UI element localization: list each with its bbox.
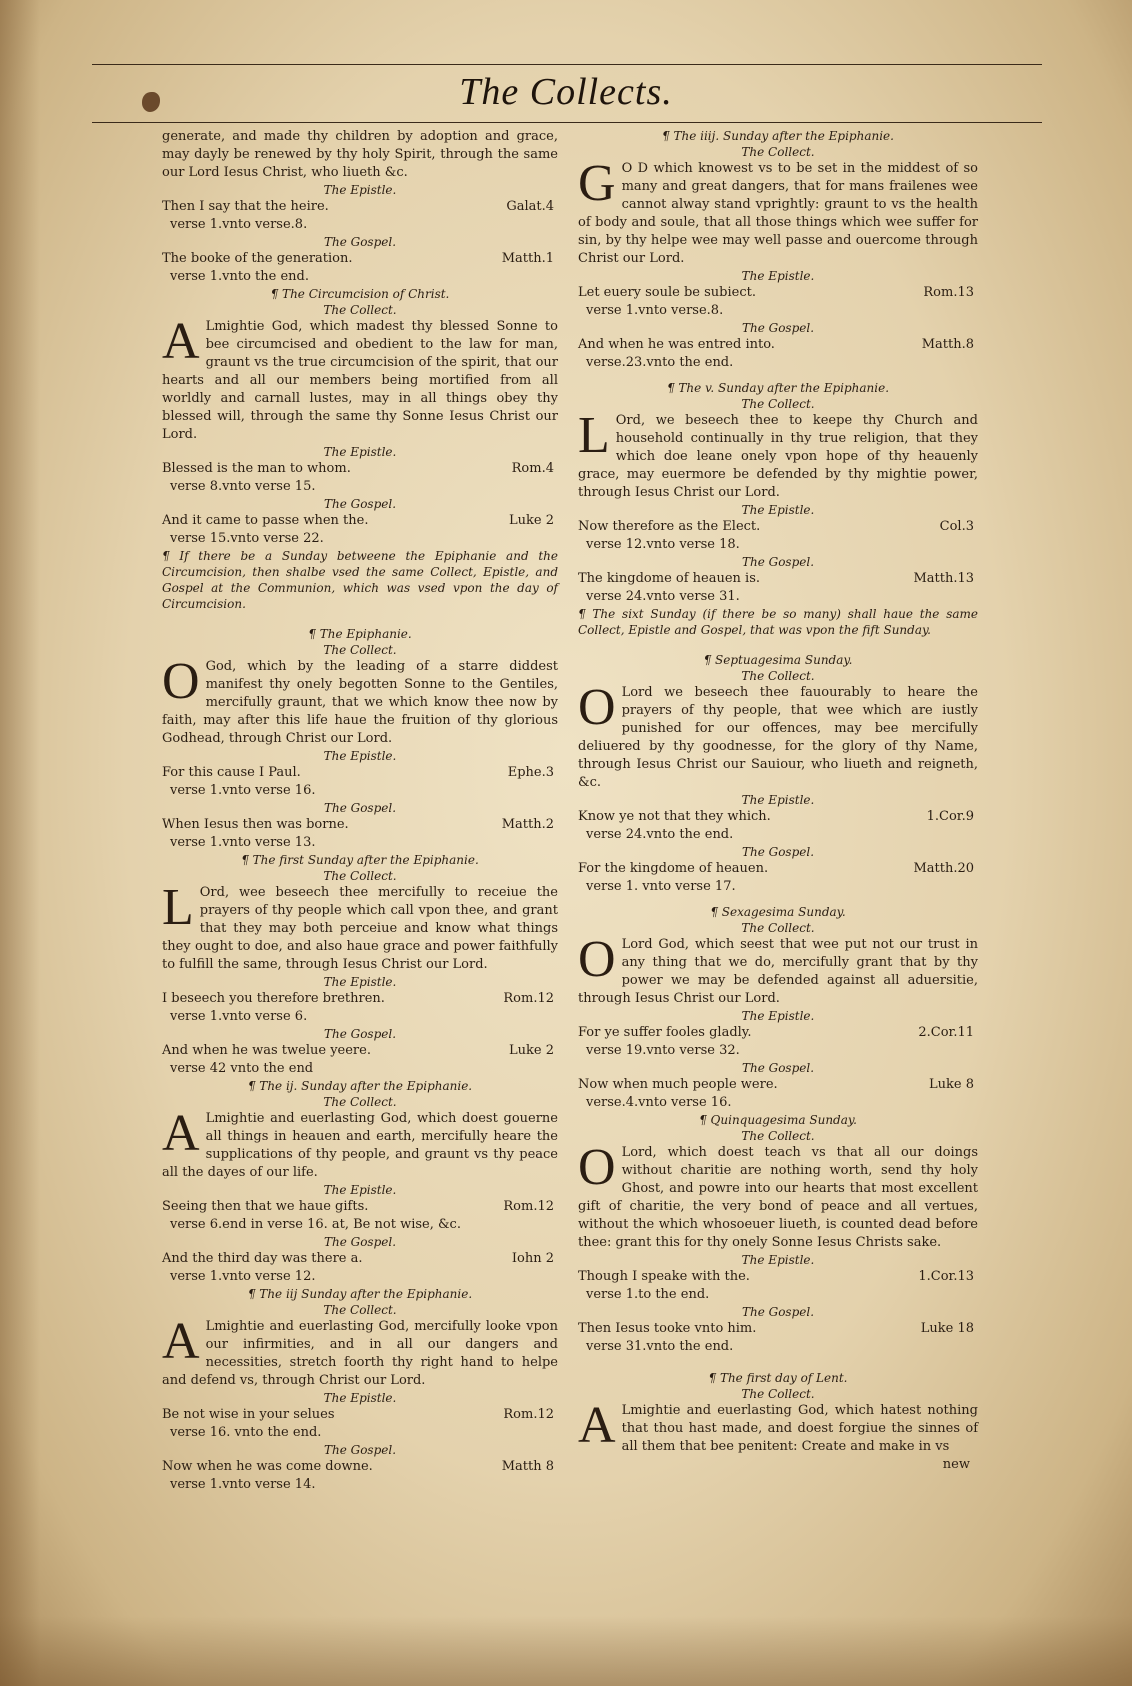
epistle-line: Know ye not that they which. 1.Cor.9 bbox=[578, 809, 974, 824]
epistle-verse: verse 1.vnto verse.8. bbox=[170, 217, 308, 232]
collect-heading: The Collect. bbox=[323, 303, 397, 317]
section-heading-quinquagesima: ¶ Quinquagesima Sunday. bbox=[699, 1113, 857, 1127]
collect-epiphanie: O God, which by the leading of a starre diddest manifest thy onely begotten Sonne to the Gentiles, mercifully graunt, that we which know thee now by faith, may after this life haue the fruition of thy glorious Godhead, through Christ our Lord. bbox=[162, 653, 558, 746]
drop-cap: O bbox=[578, 679, 616, 736]
epistle-line: Now therefore as the Elect. Col.3 bbox=[578, 519, 974, 534]
gospel-line: Now when he was come downe. Matth 8 bbox=[162, 1459, 554, 1474]
epistle-heading: The Epistle. bbox=[323, 749, 397, 763]
drop-cap: A bbox=[162, 1105, 200, 1162]
running-head: The Collects. bbox=[459, 71, 673, 113]
epistle-heading: The Epistle. bbox=[323, 183, 397, 197]
section-heading-first-sunday: ¶ The first Sunday after the Epiphanie. bbox=[241, 853, 479, 867]
drop-cap: G bbox=[578, 155, 616, 212]
collect-fourth-sunday: G O D which knowest vs to be set in the middest of so many and great dangers, that for mans frailenes wee cannot alway stand vprightly: graunt to vs the health of body and soule, that all those things which wee suffer for sin, by thy helpe wee may well passe and ouercome through Christ our Lord. bbox=[578, 155, 978, 266]
collect-heading: The Collect. bbox=[741, 669, 815, 683]
section-heading-epiphanie: ¶ The Epiphanie. bbox=[308, 627, 412, 641]
gospel-verse: verse 1.vnto verse 14. bbox=[170, 1477, 316, 1492]
gospel-heading: The Gospel. bbox=[323, 1235, 397, 1249]
section-heading-sexagesima: ¶ Sexagesima Sunday. bbox=[710, 905, 846, 919]
epistle-line: Blessed is the man to whom. Rom.4 bbox=[162, 461, 554, 476]
drop-cap: O bbox=[578, 1139, 616, 1196]
gospel-verse: verse 1.vnto the end. bbox=[170, 269, 309, 284]
right-column bbox=[578, 128, 978, 1474]
epistle-heading: The Epistle. bbox=[741, 793, 815, 807]
gospel-line: Now when much people were. Luke 8 bbox=[578, 1077, 974, 1092]
epistle-heading: The Epistle. bbox=[741, 503, 815, 517]
gospel-heading: The Gospel. bbox=[741, 845, 815, 859]
gospel-heading: The Gospel. bbox=[323, 1443, 397, 1457]
drop-cap: O bbox=[578, 931, 616, 988]
rubric-note: ¶ If there be a Sunday betweene the Epiphanie and the Circumcision, then shalbe vsed the same Collect, Epistle, and Gospel at the Communion, which was vsed vpon the day of Circumcision. bbox=[162, 549, 558, 611]
epistle-verse: verse 1.vnto verse 6. bbox=[170, 1009, 308, 1024]
section-heading-fifth-sunday: ¶ The v. Sunday after the Epiphanie. bbox=[666, 381, 890, 395]
collect-heading: The Collect. bbox=[741, 397, 815, 411]
collect-first-day-of-lent: A Lmightie and euerlasting God, which hatest nothing that thou hast made, and doest forgiue the sinnes of all them that bee penitent: Create and make in vs bbox=[578, 1397, 978, 1454]
section-heading-fourth-sunday: ¶ The iiij. Sunday after the Epiphanie. bbox=[662, 129, 894, 143]
collect-sexagesima: O Lord God, which seest that wee put not our trust in any thing that we do, mercifully grant that by thy power we may be defended against all aduersitie, through Iesus Christ our Lord. bbox=[578, 931, 978, 1006]
gospel-line: For the kingdome of heauen. Matth.20 bbox=[578, 861, 974, 876]
gospel-heading: The Gospel. bbox=[741, 555, 815, 569]
epistle-heading: The Epistle. bbox=[323, 1391, 397, 1405]
drop-cap: A bbox=[162, 1313, 200, 1370]
epistle-heading: The Epistle. bbox=[323, 445, 397, 459]
page-edge-shadow-left bbox=[0, 0, 40, 1686]
collect-heading: The Collect. bbox=[323, 869, 397, 883]
epistle-verse: verse 19.vnto verse 32. bbox=[586, 1043, 740, 1058]
gospel-verse: verse 31.vnto the end. bbox=[586, 1339, 734, 1354]
gospel-line: The kingdome of heauen is. Matth.13 bbox=[578, 571, 974, 586]
drop-cap: L bbox=[162, 879, 194, 936]
collect-first-sunday: L Ord, wee beseech thee mercifully to receiue the prayers of thy people which call vpon thee, and grant that they may both perceiue and know what things they ought to doe, and also haue grace and power faithfully to fulfill the same, through Iesus Christ our Lord. bbox=[162, 879, 558, 972]
gospel-verse: verse 24.vnto verse 31. bbox=[586, 589, 740, 604]
left-column bbox=[162, 128, 558, 1494]
rubric-note: ¶ The sixt Sunday (if there be so many) shall haue the same Collect, Epistle and Gospel, that was vpon the fift Sunday. bbox=[578, 607, 978, 637]
collect-second-sunday: A Lmightie and euerlasting God, which doest gouerne all things in heauen and earth, mercifully heare the supplications of thy people, and graunt vs thy peace all the dayes of our life. bbox=[162, 1105, 558, 1180]
epistle-verse: verse 1.vnto verse 16. bbox=[170, 783, 316, 798]
epistle-line: I beseech you therefore brethren. Rom.12 bbox=[162, 991, 554, 1006]
gospel-verse: verse 15.vnto verse 22. bbox=[170, 531, 324, 546]
epistle-line: Let euery soule be subiect. Rom.13 bbox=[578, 285, 974, 300]
epistle-line: Seeing then that we haue gifts. Rom.12 bbox=[162, 1199, 554, 1214]
epistle-verse: verse 1.vnto verse.8. bbox=[586, 303, 724, 318]
gospel-line: And it came to passe when the. Luke 2 bbox=[162, 513, 554, 528]
gospel-line: And when he was twelue yeere. Luke 2 bbox=[162, 1043, 554, 1058]
drop-cap: A bbox=[162, 313, 200, 370]
gospel-heading: The Gospel. bbox=[741, 1061, 815, 1075]
epistle-line: For ye suffer fooles gladly. 2.Cor.11 bbox=[578, 1025, 974, 1040]
epistle-verse: verse 12.vnto verse 18. bbox=[586, 537, 740, 552]
gospel-line: The booke of the generation. Matth.1 bbox=[162, 251, 554, 266]
drop-cap: A bbox=[578, 1397, 616, 1454]
epistle-verse: verse 24.vnto the end. bbox=[586, 827, 734, 842]
gospel-line: And the third day was there a. Iohn 2 bbox=[162, 1251, 554, 1266]
header-rule-bottom bbox=[92, 122, 1042, 123]
epistle-heading: The Epistle. bbox=[741, 1009, 815, 1023]
gospel-heading: The Gospel. bbox=[323, 497, 397, 511]
gospel-verse: verse.23.vnto the end. bbox=[586, 355, 734, 370]
gospel-heading: The Gospel. bbox=[323, 235, 397, 249]
collect-fifth-sunday: L Ord, we beseech thee to keepe thy Church and household continually in thy true religion, that they which doe leane onely vpon hope of thy heauenly grace, may euermore be defended by thy mightie power, through Iesus Christ our Lord. bbox=[578, 407, 978, 500]
epistle-heading: The Epistle. bbox=[323, 1183, 397, 1197]
collect-circumcision: A Lmightie God, which madest thy blessed Sonne to bee circumcised and obedient to the law for man, graunt vs the true circumcision of the spirit, that our hearts and all our members being mortified from all worldly and carnall lustes, may in all things obey thy blessed will, through the same thy Sonne Iesus Christ our Lord. bbox=[162, 313, 558, 442]
drop-cap: L bbox=[578, 407, 610, 464]
collect-heading: The Collect. bbox=[741, 1387, 815, 1401]
drop-cap: O bbox=[162, 653, 200, 710]
epistle-heading: The Epistle. bbox=[741, 269, 815, 283]
collect-heading: The Collect. bbox=[741, 1129, 815, 1143]
epistle-verse: verse 8.vnto verse 15. bbox=[170, 479, 316, 494]
section-heading-first-day-of-lent: ¶ The first day of Lent. bbox=[708, 1371, 848, 1385]
epistle-line: For this cause I Paul. Ephe.3 bbox=[162, 765, 554, 780]
gospel-verse: verse 1.vnto verse 13. bbox=[170, 835, 316, 850]
epistle-heading: The Epistle. bbox=[323, 975, 397, 989]
gospel-heading: The Gospel. bbox=[741, 1305, 815, 1319]
collect-heading: The Collect. bbox=[741, 145, 815, 159]
epistle-heading: The Epistle. bbox=[741, 1253, 815, 1267]
gospel-heading: The Gospel. bbox=[323, 801, 397, 815]
collect-heading: The Collect. bbox=[323, 643, 397, 657]
continued-collect: generate, and made thy children by adoption and grace, may dayly be renewed by thy holy Spirit, through the same our Lord Iesus Christ, who liueth &c. bbox=[162, 129, 558, 180]
collect-third-sunday: A Lmightie and euerlasting God, mercifully looke vpon our infirmities, and in all our dangers and necessities, stretch foorth thy right hand to helpe and defend vs, through Christ our Lord. bbox=[162, 1313, 558, 1388]
epistle-line: Then I say that the heire. Galat.4 bbox=[162, 199, 554, 214]
gospel-line: When Iesus then was borne. Matth.2 bbox=[162, 817, 554, 832]
epistle-verse: verse 6.end in verse 16. at, Be not wise, &c. bbox=[170, 1217, 461, 1232]
gospel-verse: verse 42 vnto the end bbox=[170, 1061, 314, 1076]
section-heading-septuagesima: ¶ Septuagesima Sunday. bbox=[703, 653, 853, 667]
section-heading-second-sunday: ¶ The ij. Sunday after the Epiphanie. bbox=[247, 1079, 473, 1093]
collect-heading: The Collect. bbox=[323, 1303, 397, 1317]
gospel-line: And when he was entred into. Matth.8 bbox=[578, 337, 974, 352]
gospel-verse: verse 1. vnto verse 17. bbox=[586, 879, 736, 894]
gospel-verse: verse 1.vnto verse 12. bbox=[170, 1269, 316, 1284]
gospel-heading: The Gospel. bbox=[741, 321, 815, 335]
gospel-heading: The Gospel. bbox=[323, 1027, 397, 1041]
epistle-verse: verse 16. vnto the end. bbox=[170, 1425, 322, 1440]
epistle-verse: verse 1.to the end. bbox=[586, 1287, 710, 1302]
header-rule-top bbox=[92, 64, 1042, 65]
catchword: new bbox=[942, 1457, 970, 1472]
page-edge-shadow-bottom bbox=[0, 1616, 1132, 1686]
gospel-verse: verse.4.vnto verse 16. bbox=[586, 1095, 732, 1110]
epistle-line: Be not wise in your selues Rom.12 bbox=[162, 1407, 554, 1422]
collect-heading: The Collect. bbox=[323, 1095, 397, 1109]
section-heading-third-sunday: ¶ The iij Sunday after the Epiphanie. bbox=[247, 1287, 473, 1301]
gospel-line: Then Iesus tooke vnto him. Luke 18 bbox=[578, 1321, 974, 1336]
epistle-line: Though I speake with the. 1.Cor.13 bbox=[578, 1269, 974, 1284]
collect-quinquagesima: O Lord, which doest teach vs that all our doings without charitie are nothing worth, send thy holy Ghost, and powre into our hearts that most excellent gift of charitie, the very bond of peace and all vertues, without the which whosoeuer liueth, is counted dead before thee: grant this for thy onely Sonne Iesus Christs sake. bbox=[578, 1139, 978, 1250]
collect-heading: The Collect. bbox=[741, 921, 815, 935]
collect-septuagesima: O Lord we beseech thee fauourably to heare the prayers of thy people, that wee which are iustly punished for our offences, may bee mercifully deliuered by thy goodnesse, for the glory of thy Name, through Iesus Christ our Sauiour, who liueth and reigneth, &c. bbox=[578, 679, 978, 790]
section-heading-circumcision: ¶ The Circumcision of Christ. bbox=[270, 287, 450, 301]
